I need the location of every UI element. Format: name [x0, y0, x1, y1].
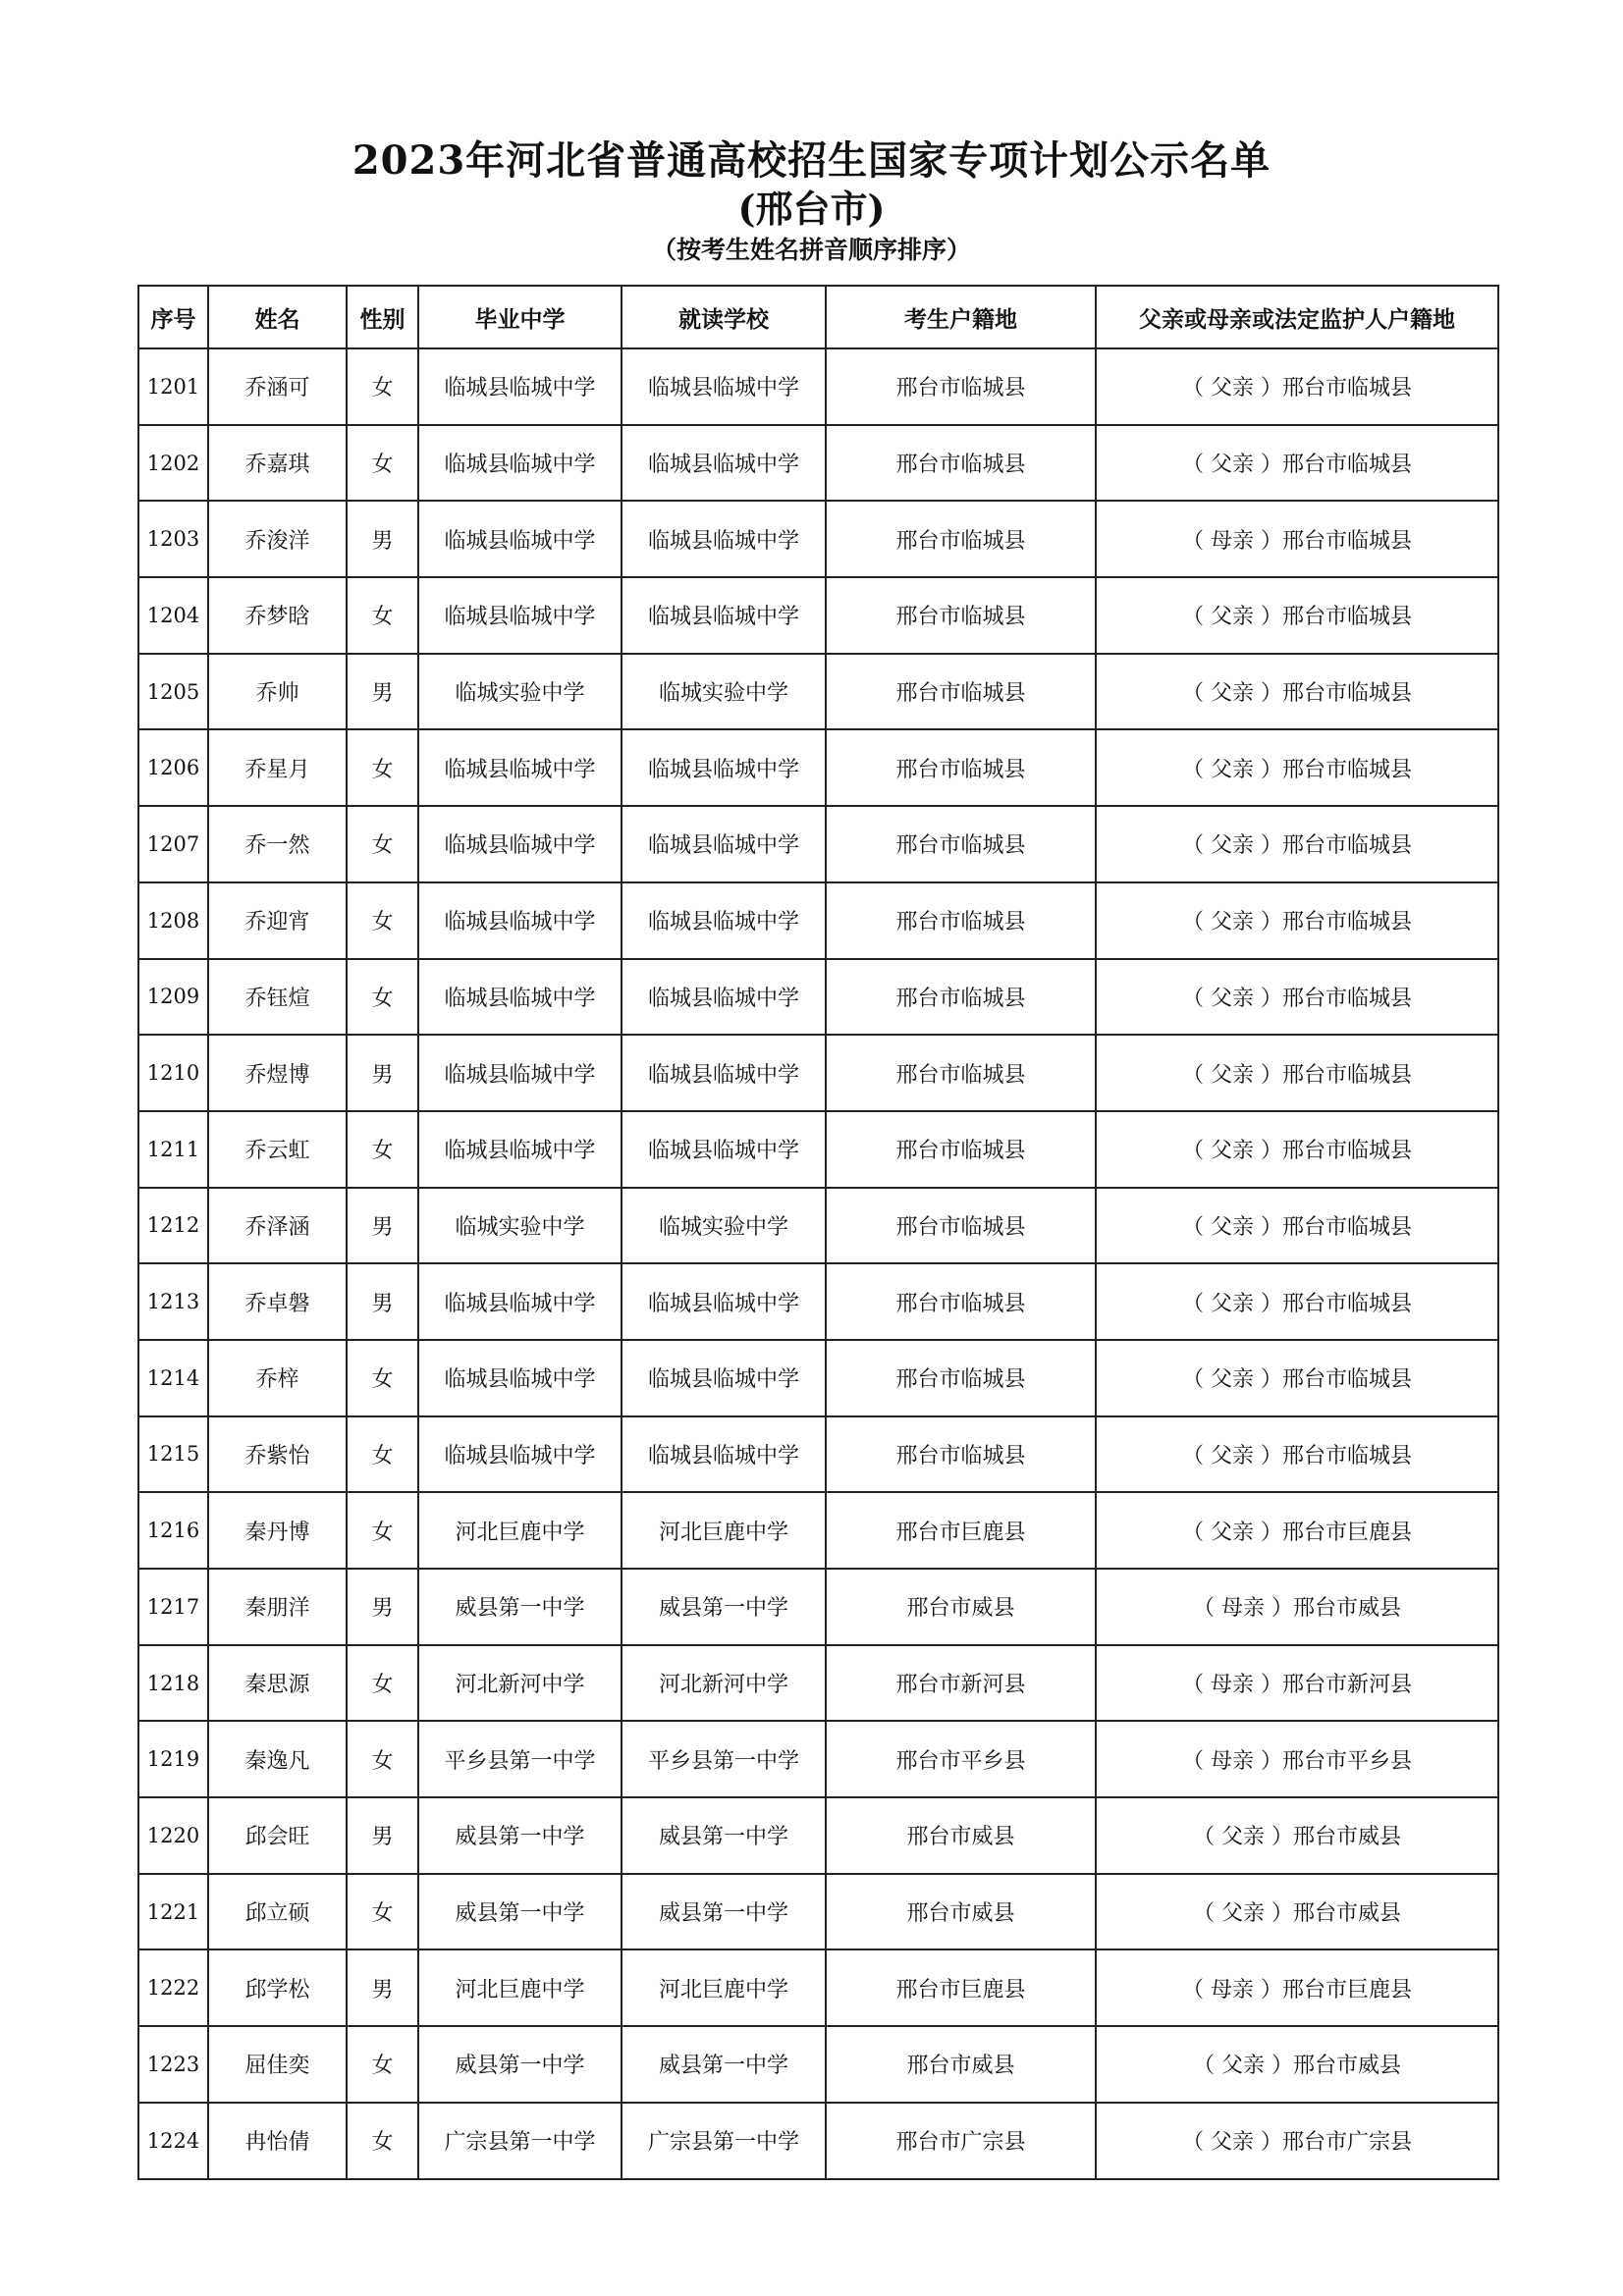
cell-name: 秦思源 [208, 1645, 347, 1722]
cell-guardian-hukou: （ 父亲 ）邢台市临城县 [1096, 348, 1498, 425]
table-row [138, 501, 1498, 577]
cell-current-school: 临城县临城中学 [622, 806, 826, 882]
cell-hukou: 邢台市临城县 [826, 1188, 1096, 1264]
cell-name: 屈佳奕 [208, 2026, 347, 2103]
cell-guardian-hukou: （ 父亲 ）邢台市临城县 [1096, 1263, 1498, 1340]
cell-name: 乔涵可 [208, 348, 347, 425]
cell-grad-school: 广宗县第一中学 [418, 2103, 622, 2179]
cell-hukou: 邢台市威县 [826, 1874, 1096, 1950]
cell-seq: 1220 [138, 1797, 208, 1874]
cell-current-school: 威县第一中学 [622, 1569, 826, 1645]
header-grad-school: 毕业中学 [418, 286, 622, 348]
cell-gender: 女 [347, 882, 418, 959]
cell-grad-school: 临城县临城中学 [418, 501, 622, 577]
cell-name: 乔钰煊 [208, 959, 347, 1036]
cell-gender: 女 [347, 959, 418, 1036]
cell-seq: 1208 [138, 882, 208, 959]
cell-gender: 女 [347, 348, 418, 425]
cell-gender: 男 [347, 1797, 418, 1874]
cell-seq: 1206 [138, 729, 208, 806]
cell-guardian-hukou: （ 母亲 ）邢台市临城县 [1096, 501, 1498, 577]
roster-table [137, 285, 1499, 2180]
cell-guardian-hukou: （ 父亲 ）邢台市临城县 [1096, 959, 1498, 1036]
cell-current-school: 临城县临城中学 [622, 959, 826, 1036]
cell-current-school: 临城县临城中学 [622, 1263, 826, 1340]
cell-current-school: 临城县临城中学 [622, 1340, 826, 1416]
cell-name: 邱会旺 [208, 1797, 347, 1874]
cell-name: 乔浚洋 [208, 501, 347, 577]
cell-current-school: 威县第一中学 [622, 2026, 826, 2103]
cell-current-school: 临城县临城中学 [622, 501, 826, 577]
page-title: 2023年河北省普通高校招生国家专项计划公示名单 [352, 137, 1271, 184]
cell-seq: 1203 [138, 501, 208, 577]
cell-gender: 女 [347, 1340, 418, 1416]
cell-name: 乔迎宵 [208, 882, 347, 959]
table-row [138, 348, 1498, 425]
cell-hukou: 邢台市临城县 [826, 729, 1096, 806]
table-row [138, 577, 1498, 654]
cell-name: 乔卓磐 [208, 1263, 347, 1340]
table-row [138, 729, 1498, 806]
cell-name: 乔梓 [208, 1340, 347, 1416]
table-row [138, 1263, 1498, 1340]
cell-name: 乔嘉琪 [208, 425, 347, 502]
cell-gender: 男 [347, 1263, 418, 1340]
cell-grad-school: 临城县临城中学 [418, 1263, 622, 1340]
cell-grad-school: 威县第一中学 [418, 1797, 622, 1874]
cell-guardian-hukou: （ 父亲 ）邢台市临城县 [1096, 729, 1498, 806]
cell-current-school: 临城实验中学 [622, 1188, 826, 1264]
cell-name: 邱学松 [208, 1949, 347, 2026]
cell-grad-school: 临城县临城中学 [418, 577, 622, 654]
cell-name: 乔星月 [208, 729, 347, 806]
cell-grad-school: 临城县临城中学 [418, 348, 622, 425]
cell-hukou: 邢台市巨鹿县 [826, 1949, 1096, 2026]
cell-hukou: 邢台市威县 [826, 2026, 1096, 2103]
cell-name: 乔一然 [208, 806, 347, 882]
cell-grad-school: 临城县临城中学 [418, 806, 622, 882]
cell-gender: 男 [347, 1188, 418, 1264]
cell-grad-school: 威县第一中学 [418, 1874, 622, 1950]
cell-name: 乔煜博 [208, 1035, 347, 1111]
cell-guardian-hukou: （ 父亲 ）邢台市威县 [1096, 1797, 1498, 1874]
cell-guardian-hukou: （ 父亲 ）邢台市临城县 [1096, 1188, 1498, 1264]
cell-current-school: 临城县临城中学 [622, 1416, 826, 1493]
header-seq: 序号 [138, 286, 208, 348]
cell-name: 乔云虹 [208, 1111, 347, 1188]
cell-seq: 1216 [138, 1492, 208, 1569]
cell-current-school: 临城县临城中学 [622, 882, 826, 959]
cell-hukou: 邢台市平乡县 [826, 1721, 1096, 1797]
cell-seq: 1204 [138, 577, 208, 654]
cell-guardian-hukou: （ 父亲 ）邢台市临城县 [1096, 1340, 1498, 1416]
roster-body [138, 348, 1498, 2179]
header-row [138, 286, 1498, 348]
cell-guardian-hukou: （ 母亲 ）邢台市巨鹿县 [1096, 1949, 1498, 2026]
cell-name: 邱立硕 [208, 1874, 347, 1950]
cell-gender: 女 [347, 1874, 418, 1950]
cell-hukou: 邢台市威县 [826, 1569, 1096, 1645]
cell-hukou: 邢台市临城县 [826, 806, 1096, 882]
cell-seq: 1215 [138, 1416, 208, 1493]
table-row [138, 1569, 1498, 1645]
table-row [138, 1949, 1498, 2026]
cell-current-school: 临城实验中学 [622, 654, 826, 730]
cell-current-school: 威县第一中学 [622, 1874, 826, 1950]
header-name: 姓名 [208, 286, 347, 348]
cell-current-school: 广宗县第一中学 [622, 2103, 826, 2179]
cell-seq: 1207 [138, 806, 208, 882]
cell-gender: 女 [347, 425, 418, 502]
cell-grad-school: 临城县临城中学 [418, 425, 622, 502]
cell-grad-school: 临城县临城中学 [418, 1340, 622, 1416]
cell-gender: 女 [347, 1645, 418, 1722]
cell-grad-school: 临城县临城中学 [418, 882, 622, 959]
cell-gender: 女 [347, 1492, 418, 1569]
cell-grad-school: 河北新河中学 [418, 1645, 622, 1722]
cell-current-school: 临城县临城中学 [622, 729, 826, 806]
cell-guardian-hukou: （ 父亲 ）邢台市临城县 [1096, 654, 1498, 730]
cell-seq: 1205 [138, 654, 208, 730]
table-row [138, 882, 1498, 959]
table-row [138, 1645, 1498, 1722]
cell-grad-school: 临城实验中学 [418, 654, 622, 730]
cell-name: 乔帅 [208, 654, 347, 730]
cell-seq: 1224 [138, 2103, 208, 2179]
cell-gender: 女 [347, 806, 418, 882]
cell-grad-school: 河北巨鹿中学 [418, 1492, 622, 1569]
table-row [138, 425, 1498, 502]
cell-name: 乔紫怡 [208, 1416, 347, 1493]
cell-grad-school: 临城县临城中学 [418, 1035, 622, 1111]
cell-gender: 女 [347, 2026, 418, 2103]
cell-seq: 1221 [138, 1874, 208, 1950]
cell-hukou: 邢台市临城县 [826, 577, 1096, 654]
header-guardian-hukou: 父亲或母亲或法定监护人户籍地 [1096, 286, 1498, 348]
cell-hukou: 邢台市广宗县 [826, 2103, 1096, 2179]
cell-guardian-hukou: （ 父亲 ）邢台市临城县 [1096, 882, 1498, 959]
cell-guardian-hukou: （ 父亲 ）邢台市临城县 [1096, 1111, 1498, 1188]
cell-hukou: 邢台市临城县 [826, 348, 1096, 425]
table-row [138, 2103, 1498, 2179]
cell-gender: 男 [347, 1035, 418, 1111]
cell-grad-school: 临城县临城中学 [418, 959, 622, 1036]
cell-gender: 女 [347, 1111, 418, 1188]
cell-grad-school: 威县第一中学 [418, 2026, 622, 2103]
table-row [138, 806, 1498, 882]
cell-grad-school: 威县第一中学 [418, 1569, 622, 1645]
header-hukou: 考生户籍地 [826, 286, 1096, 348]
cell-current-school: 临城县临城中学 [622, 425, 826, 502]
cell-guardian-hukou: （ 父亲 ）邢台市广宗县 [1096, 2103, 1498, 2179]
table-row [138, 1874, 1498, 1950]
cell-guardian-hukou: （ 母亲 ）邢台市威县 [1096, 1569, 1498, 1645]
cell-seq: 1202 [138, 425, 208, 502]
cell-gender: 男 [347, 654, 418, 730]
cell-guardian-hukou: （ 父亲 ）邢台市临城县 [1096, 577, 1498, 654]
cell-hukou: 邢台市临城县 [826, 1416, 1096, 1493]
cell-guardian-hukou: （ 父亲 ）邢台市威县 [1096, 2026, 1498, 2103]
cell-hukou: 邢台市临城县 [826, 654, 1096, 730]
cell-current-school: 河北巨鹿中学 [622, 1492, 826, 1569]
cell-current-school: 河北巨鹿中学 [622, 1949, 826, 2026]
header-gender: 性别 [347, 286, 418, 348]
cell-hukou: 邢台市新河县 [826, 1645, 1096, 1722]
cell-gender: 男 [347, 1949, 418, 2026]
cell-hukou: 邢台市临城县 [826, 959, 1096, 1036]
sort-note: （按考生姓名拼音顺序排序） [651, 236, 971, 264]
cell-gender: 女 [347, 2103, 418, 2179]
cell-grad-school: 临城县临城中学 [418, 1416, 622, 1493]
cell-hukou: 邢台市临城县 [826, 425, 1096, 502]
cell-current-school: 临城县临城中学 [622, 348, 826, 425]
cell-name: 乔泽涵 [208, 1188, 347, 1264]
cell-grad-school: 河北巨鹿中学 [418, 1949, 622, 2026]
cell-gender: 女 [347, 1416, 418, 1493]
cell-gender: 女 [347, 729, 418, 806]
table-row [138, 2026, 1498, 2103]
cell-current-school: 威县第一中学 [622, 1797, 826, 1874]
cell-guardian-hukou: （ 父亲 ）邢台市威县 [1096, 1874, 1498, 1950]
cell-hukou: 邢台市临城县 [826, 501, 1096, 577]
cell-name: 乔梦晗 [208, 577, 347, 654]
cell-name: 秦丹博 [208, 1492, 347, 1569]
cell-gender: 男 [347, 501, 418, 577]
cell-grad-school: 临城实验中学 [418, 1188, 622, 1264]
cell-seq: 1217 [138, 1569, 208, 1645]
table-row [138, 1035, 1498, 1111]
cell-guardian-hukou: （ 父亲 ）邢台市临城县 [1096, 425, 1498, 502]
cell-current-school: 河北新河中学 [622, 1645, 826, 1722]
cell-grad-school: 临城县临城中学 [418, 1111, 622, 1188]
table-row [138, 1492, 1498, 1569]
cell-name: 秦逸凡 [208, 1721, 347, 1797]
cell-current-school: 临城县临城中学 [622, 1035, 826, 1111]
table-row [138, 959, 1498, 1036]
cell-seq: 1213 [138, 1263, 208, 1340]
cell-name: 冉怡倩 [208, 2103, 347, 2179]
cell-seq: 1223 [138, 2026, 208, 2103]
cell-guardian-hukou: （ 父亲 ）邢台市临城县 [1096, 806, 1498, 882]
cell-gender: 女 [347, 577, 418, 654]
cell-seq: 1201 [138, 348, 208, 425]
cell-seq: 1218 [138, 1645, 208, 1722]
cell-hukou: 邢台市威县 [826, 1797, 1096, 1874]
cell-guardian-hukou: （ 母亲 ）邢台市平乡县 [1096, 1721, 1498, 1797]
page-subtitle: (邢台市) [737, 187, 886, 231]
cell-seq: 1210 [138, 1035, 208, 1111]
cell-guardian-hukou: （ 父亲 ）邢台市巨鹿县 [1096, 1492, 1498, 1569]
table-row [138, 1797, 1498, 1874]
cell-current-school: 平乡县第一中学 [622, 1721, 826, 1797]
cell-seq: 1222 [138, 1949, 208, 2026]
cell-hukou: 邢台市临城县 [826, 1035, 1096, 1111]
cell-current-school: 临城县临城中学 [622, 1111, 826, 1188]
cell-guardian-hukou: （ 母亲 ）邢台市新河县 [1096, 1645, 1498, 1722]
cell-hukou: 邢台市临城县 [826, 1111, 1096, 1188]
cell-name: 秦朋洋 [208, 1569, 347, 1645]
table-row [138, 1416, 1498, 1493]
table-row [138, 1340, 1498, 1416]
cell-seq: 1219 [138, 1721, 208, 1797]
cell-hukou: 邢台市临城县 [826, 882, 1096, 959]
cell-gender: 男 [347, 1569, 418, 1645]
table-row [138, 1721, 1498, 1797]
header-current-school: 就读学校 [622, 286, 826, 348]
table-row [138, 1188, 1498, 1264]
table-row [138, 1111, 1498, 1188]
cell-guardian-hukou: （ 父亲 ）邢台市临城县 [1096, 1416, 1498, 1493]
cell-hukou: 邢台市临城县 [826, 1263, 1096, 1340]
cell-seq: 1214 [138, 1340, 208, 1416]
cell-guardian-hukou: （ 父亲 ）邢台市临城县 [1096, 1035, 1498, 1111]
cell-seq: 1209 [138, 959, 208, 1036]
cell-seq: 1211 [138, 1111, 208, 1188]
table-row [138, 654, 1498, 730]
cell-current-school: 临城县临城中学 [622, 577, 826, 654]
cell-grad-school: 临城县临城中学 [418, 729, 622, 806]
cell-seq: 1212 [138, 1188, 208, 1264]
cell-gender: 女 [347, 1721, 418, 1797]
cell-hukou: 邢台市临城县 [826, 1340, 1096, 1416]
cell-hukou: 邢台市巨鹿县 [826, 1492, 1096, 1569]
cell-grad-school: 平乡县第一中学 [418, 1721, 622, 1797]
